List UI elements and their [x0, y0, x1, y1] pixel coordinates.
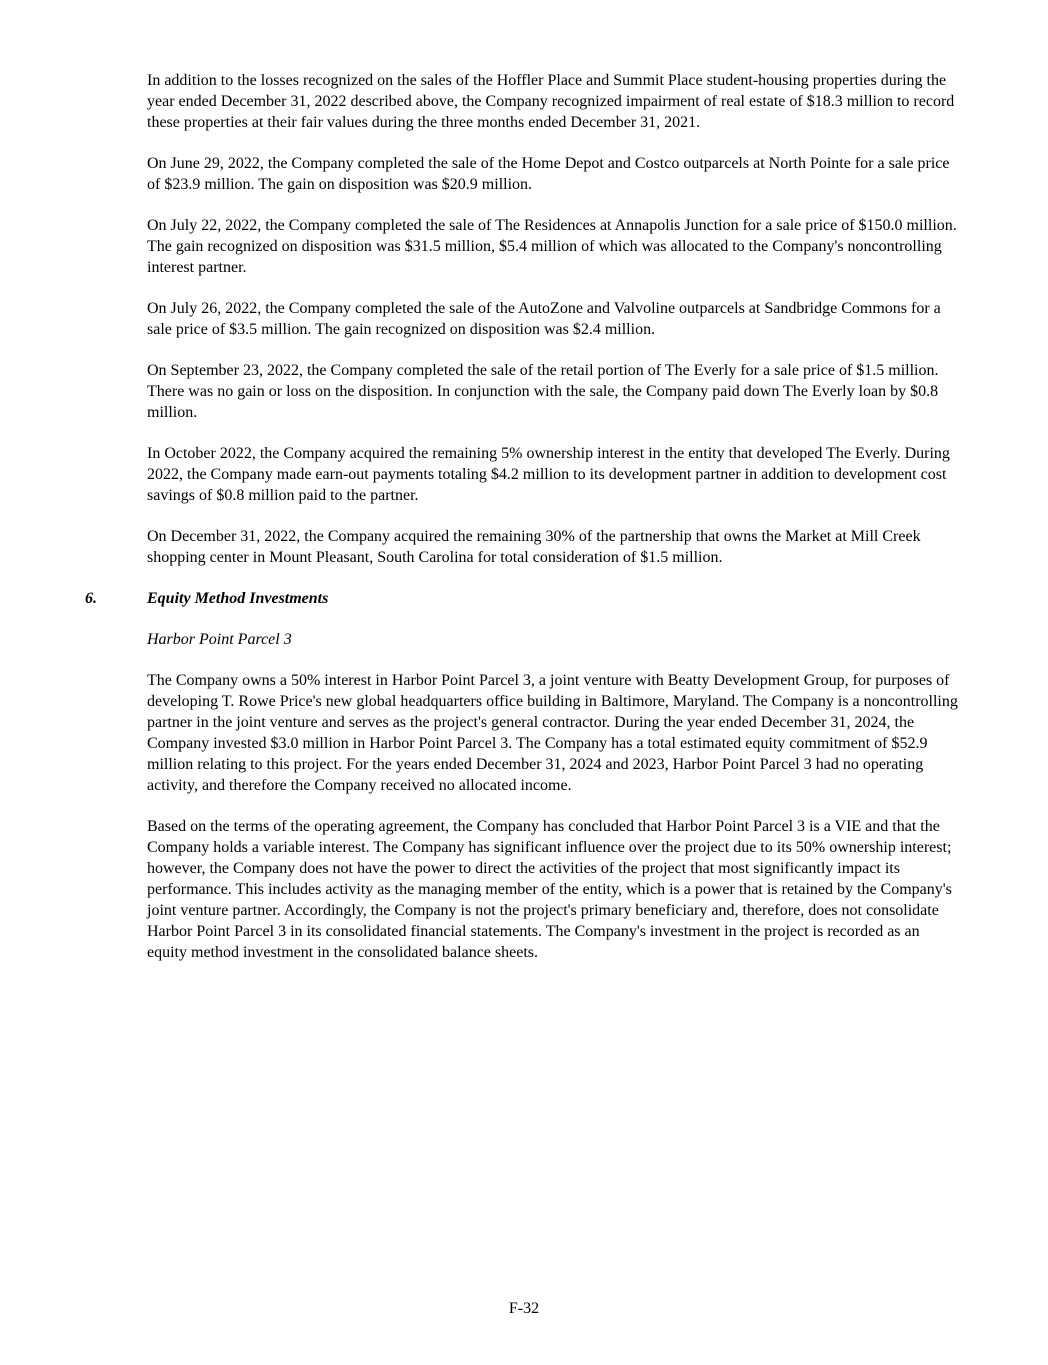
- page-number: F-32: [508, 1300, 540, 1317]
- subheading: Harbor Point Parcel 3: [147, 631, 292, 648]
- paragraph: In addition to the losses recognized on the sales of the Hoffler Place and Summit Place student-housing properties during the year ended December 31, 2022 described above, the Company recognized impairment of real estate of $18.3 million to record these properties at their fair values during the three months ended December 31, 2021.: [147, 72, 955, 131]
- paragraph: The Company owns a 50% interest in Harbor Point Parcel 3, a joint venture with Beatty Development Group, for purposes of developing T. Rowe Price's new global headquarters office building in Baltimore, Maryland. The Company is a noncontrolling partner in the joint venture and serves as the project's general contractor. During the year ended December 31, 2024, the Company invested $3.0 million in Harbor Point Parcel 3. The Company has a total estimated equity commitment of $52.9 million relating to this project. For the years ended December 31, 2024 and 2023, Harbor Point Parcel 3 had no operating activity, and therefore the Company received no allocated income.: [147, 672, 958, 794]
- paragraph: On September 23, 2022, the Company completed the sale of the retail portion of The Everly for a sale price of $1.5 million. There was no gain or loss on the disposition. In conjunction with the sale, the Company paid down The Everly loan by $0.8 million.: [147, 362, 939, 421]
- paragraph: Based on the terms of the operating agreement, the Company has concluded that Harbor Point Parcel 3 is a VIE and that the Company holds a variable interest. The Company has significant influence over the project due to its 50% ownership interest; however, the Company does not have the power to direct the activities of the project that most significantly impact its performance. This includes activity as the managing member of the entity, which is a power that is retained by the Company's joint venture partner. Accordingly, the Company is not the project's primary beneficiary and, therefore, does not consolidate Harbor Point Parcel 3 in its consolidated financial statements. The Company's investment in the project is recorded as an equity method investment in the consolidated balance sheets.: [147, 818, 952, 961]
- section-title: Equity Method Investments: [147, 590, 329, 607]
- section-heading: [85, 588, 960, 609]
- paragraph: On June 29, 2022, the Company completed the sale of the Home Depot and Costco outparcels at North Pointe for a sale price of $23.9 million. The gain on disposition was $20.9 million.: [147, 155, 950, 193]
- paragraph: On July 22, 2022, the Company completed the sale of The Residences at Annapolis Junction for a sale price of $150.0 million. The gain recognized on disposition was $31.5 million, $5.4 million of which was allocated to the Company's noncontrolling interest partner.: [147, 217, 957, 276]
- paragraph: On December 31, 2022, the Company acquired the remaining 30% of the partnership that owns the Market at Mill Creek shopping center in Mount Pleasant, South Carolina for total consideration of $1.5 million.: [147, 528, 921, 566]
- paragraph: In October 2022, the Company acquired the remaining 5% ownership interest in the entity that developed The Everly. During 2022, the Company made earn-out payments totaling $4.2 million to its development partner in addition to development cost savings of $0.8 million paid to the partner.: [147, 445, 950, 504]
- section-number: 6.: [85, 590, 97, 607]
- paragraph: On July 26, 2022, the Company completed the sale of the AutoZone and Valvoline outparcels at Sandbridge Commons for a sale price of $3.5 million. The gain recognized on disposition was $2.4 million.: [147, 300, 941, 338]
